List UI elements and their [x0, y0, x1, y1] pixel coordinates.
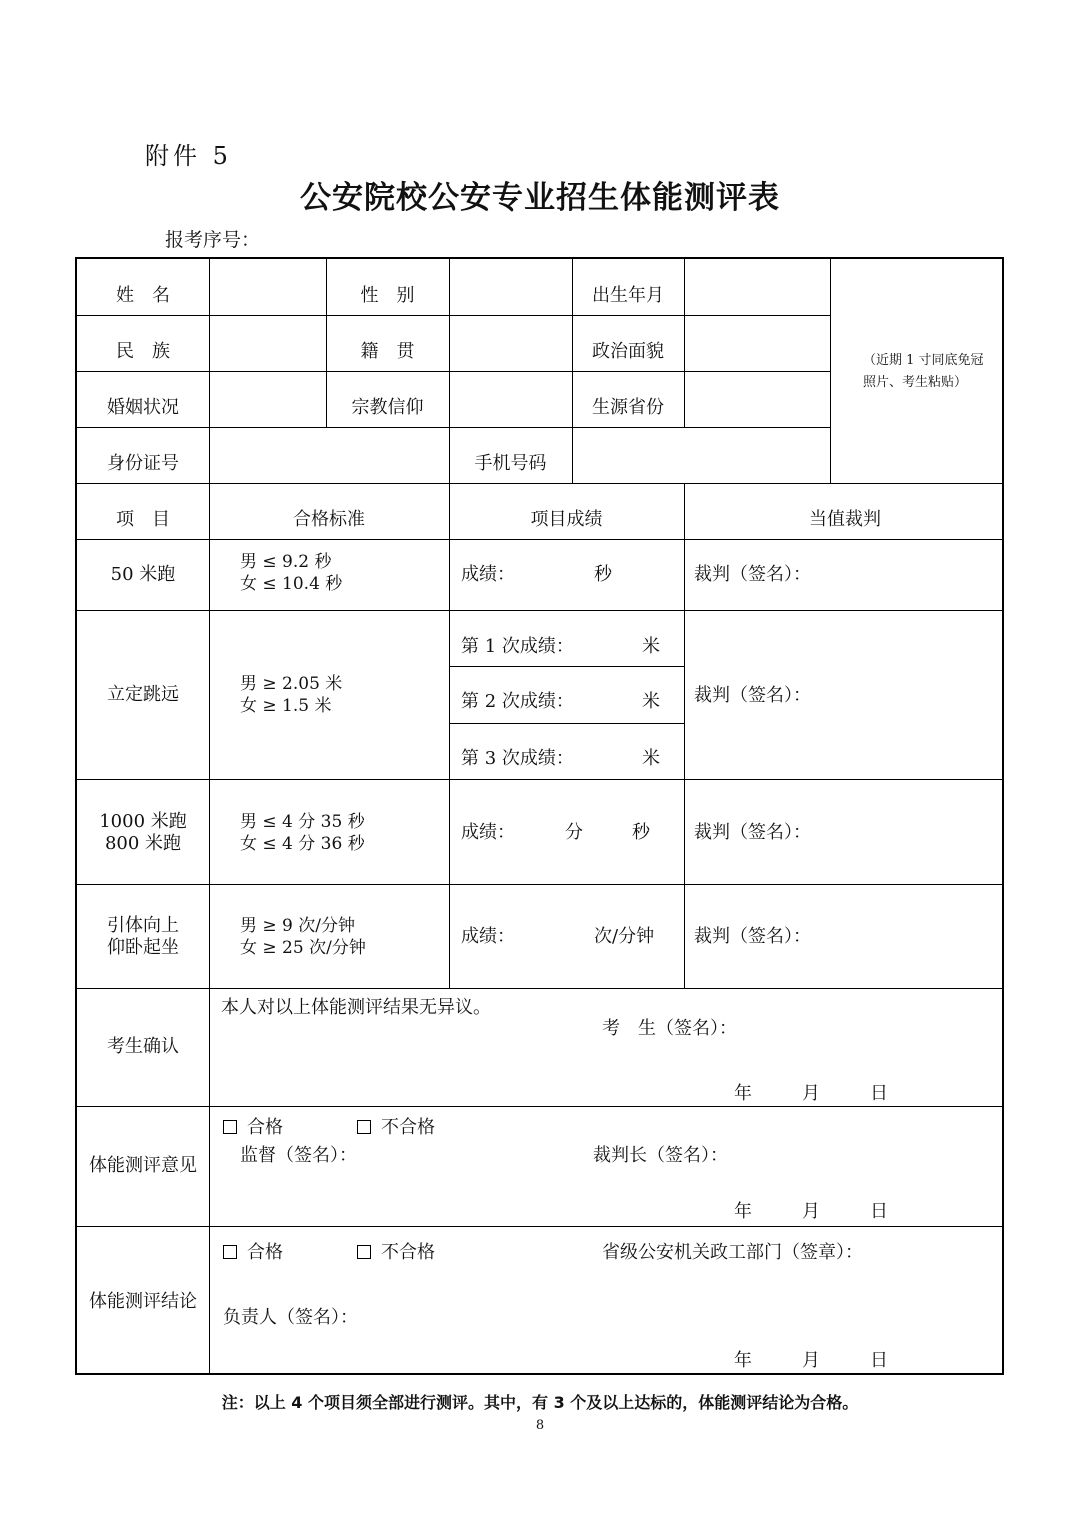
phone-label: 手机号码 [474, 453, 547, 474]
opinion-pass-label: 合格 [247, 1117, 283, 1138]
marital-label: 婚姻状况 [107, 397, 179, 418]
standard-situp-female: 女 ≥ 25 次/分钟 [240, 938, 366, 958]
department-seal: 省级公安机关政工部门（签章）： [602, 1242, 863, 1263]
photo-note-line1: （近期 1 寸同底免冠 [863, 353, 984, 368]
result-run-sec-unit: 秒 [632, 822, 650, 843]
standard-50m-female: 女 ≤ 10.4 秒 [240, 574, 343, 594]
candidate-sign: 考 生（签名）： [602, 1018, 737, 1039]
header-result: 项目成绩 [530, 509, 603, 530]
supervisor-sign: 监督（签名）： [240, 1145, 357, 1166]
result-50m-unit: 秒 [594, 564, 612, 585]
item-50m-run: 50 米跑 [110, 564, 176, 585]
evaluation-table [75, 257, 1004, 1375]
form-title: 公安院校公安专业招生体能测评表 [300, 180, 780, 216]
conclusion-pass-label: 合格 [247, 1242, 283, 1263]
checkbox-icon[interactable] [223, 1245, 237, 1259]
standard-50m-male: 男 ≤ 9.2 秒 [240, 552, 332, 572]
confirm-label: 考生确认 [107, 1036, 179, 1057]
opinion-date-month: 月 [802, 1201, 820, 1222]
jump-attempt-3-unit: 米 [642, 748, 660, 769]
header-standard: 合格标准 [293, 509, 365, 530]
item-800m-run: 800 米跑 [104, 833, 182, 854]
confirm-statement: 本人对以上体能测评结果无异议。 [221, 997, 491, 1018]
conclusion-fail-option[interactable] [357, 1242, 435, 1264]
result-run-label: 成绩： [461, 822, 515, 843]
item-standing-jump: 立定跳远 [107, 684, 179, 705]
name-label: 姓 名 [116, 285, 170, 306]
judge-run-sign: 裁判（签名）： [694, 822, 811, 843]
opinion-date-day: 日 [870, 1201, 888, 1222]
opinion-label: 体能测评意见 [89, 1155, 197, 1176]
judge-jump-sign: 裁判（签名）： [694, 685, 811, 706]
judge-pullup-sign: 裁判（签名）： [694, 926, 811, 947]
page-number: 8 [535, 1418, 545, 1433]
footnote: 注：以上 4 个项目须全部进行测评。其中，有 3 个及以上达标的，体能测评结论为合格。 [221, 1393, 859, 1412]
result-50m-label: 成绩： [461, 564, 515, 585]
checkbox-icon[interactable] [223, 1120, 237, 1134]
result-pullup-unit: 次/分钟 [594, 926, 655, 947]
confirm-date-day: 日 [870, 1083, 888, 1104]
item-1000m-run: 1000 米跑 [99, 811, 187, 832]
conclusion-date-year: 年 [734, 1350, 752, 1371]
origin-province-label: 生源省份 [592, 397, 664, 418]
item-sit-up: 仰卧起坐 [107, 937, 179, 958]
confirm-date-year: 年 [734, 1083, 752, 1104]
item-pull-up: 引体向上 [107, 915, 179, 936]
checkbox-icon[interactable] [357, 1245, 371, 1259]
id-number-label: 身份证号 [107, 453, 179, 474]
jump-attempt-2-label: 第 2 次成绩： [461, 691, 574, 712]
result-run-min-unit: 分 [565, 822, 583, 843]
opinion-fail-option[interactable] [357, 1117, 435, 1139]
birth-label: 出生年月 [592, 285, 664, 306]
native-place-label: 籍 贯 [360, 341, 415, 362]
conclusion-fail-label: 不合格 [381, 1242, 435, 1263]
checkbox-icon[interactable] [357, 1120, 371, 1134]
ethnicity-label: 民 族 [116, 341, 170, 362]
jump-attempt-1-label: 第 1 次成绩： [461, 636, 574, 657]
jump-attempt-1-unit: 米 [642, 636, 660, 657]
political-status-label: 政治面貌 [592, 341, 664, 362]
header-judge: 当值裁判 [809, 509, 881, 530]
serial-number-label: 报考序号： [165, 229, 261, 251]
conclusion-label: 体能测评结论 [89, 1291, 197, 1312]
standard-1000m-male: 男 ≤ 4 分 35 秒 [240, 812, 365, 832]
jump-attempt-2-unit: 米 [642, 691, 660, 712]
responsible-person-sign: 负责人（签名）： [223, 1307, 358, 1328]
chief-judge-sign: 裁判长（签名）： [593, 1145, 728, 1166]
result-pullup-label: 成绩： [461, 926, 515, 947]
conclusion-date-day: 日 [870, 1350, 888, 1371]
standard-800m-female: 女 ≤ 4 分 36 秒 [240, 834, 365, 854]
opinion-pass-option[interactable] [223, 1117, 283, 1139]
standard-jump-female: 女 ≥ 1.5 米 [240, 696, 332, 716]
conclusion-pass-option[interactable] [223, 1242, 283, 1264]
religion-label: 宗教信仰 [351, 397, 424, 418]
conclusion-date-month: 月 [802, 1350, 820, 1371]
confirm-date-month: 月 [802, 1083, 820, 1104]
attachment-label: 附件 5 [145, 142, 232, 170]
gender-label: 性 别 [360, 285, 415, 306]
opinion-fail-label: 不合格 [381, 1117, 435, 1138]
opinion-date-year: 年 [734, 1201, 752, 1222]
judge-50m-sign: 裁判（签名）： [694, 564, 811, 585]
jump-attempt-3-label: 第 3 次成绩： [461, 748, 574, 769]
photo-note-line2: 照片、考生粘贴） [863, 375, 968, 390]
header-item: 项 目 [116, 509, 170, 530]
standard-pullup-male: 男 ≥ 9 次/分钟 [240, 916, 355, 936]
standard-jump-male: 男 ≥ 2.05 米 [240, 674, 343, 694]
